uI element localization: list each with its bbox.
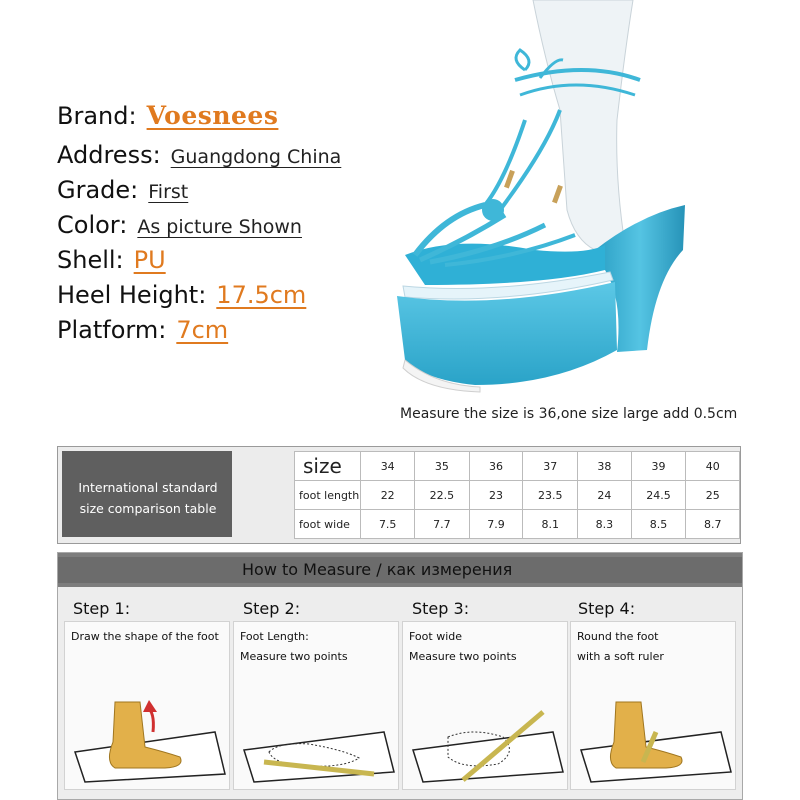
table-cell: 8.7 — [686, 510, 740, 539]
step-2-text-line1: Foot Length: — [240, 630, 309, 643]
spec-label: Brand: — [57, 102, 137, 130]
color-value: As picture Shown — [137, 216, 302, 238]
size-grid — [294, 451, 740, 539]
howto-title: How to Measure / как измерения — [242, 560, 513, 579]
ruler-icon — [403, 672, 567, 789]
table-cell: 23 — [469, 481, 522, 510]
step-1-card — [64, 621, 230, 790]
table-cell: 8.3 — [578, 510, 631, 539]
spec-label: Shell: — [57, 246, 124, 274]
spec-heel-height — [57, 281, 306, 309]
table-cell: 7.9 — [469, 510, 522, 539]
table-cell: 24 — [578, 481, 631, 510]
row-header: size — [295, 452, 361, 481]
table-row — [295, 481, 740, 510]
how-to-measure-panel — [57, 552, 743, 800]
address-value: Guangdong China — [170, 146, 342, 168]
size-table-caption — [68, 477, 228, 519]
step-3-text-line1: Foot wide — [409, 630, 463, 643]
table-cell: 35 — [414, 452, 469, 481]
size-table-caption-line2: size comparison table — [79, 501, 217, 516]
sandal-product-image — [385, 0, 800, 400]
table-cell: 39 — [631, 452, 686, 481]
table-cell: 8.5 — [631, 510, 686, 539]
step-3-text-line2: Measure two points — [409, 650, 517, 663]
spec-grade — [57, 176, 188, 204]
brand-value: Voesnees — [146, 101, 279, 130]
spec-label: Heel Height: — [57, 281, 207, 309]
step-4-text-line2: with a soft ruler — [577, 650, 664, 663]
step-4-card — [570, 621, 736, 790]
spec-label: Color: — [57, 211, 128, 239]
table-cell: 38 — [578, 452, 631, 481]
step-2-card — [233, 621, 399, 790]
spec-shell — [57, 246, 166, 274]
spec-color — [57, 211, 302, 239]
step-3-title: Step 3: — [412, 599, 470, 618]
shell-value: PU — [133, 246, 166, 274]
table-cell: 25 — [686, 481, 740, 510]
table-row — [295, 510, 740, 539]
table-cell: 7.7 — [414, 510, 469, 539]
spec-platform — [57, 316, 228, 344]
step-2-title: Step 2: — [243, 599, 301, 618]
grade-value: First — [148, 181, 189, 203]
spec-label: Platform: — [57, 316, 167, 344]
table-cell: 22 — [361, 481, 414, 510]
table-cell: 37 — [523, 452, 578, 481]
row-header: foot length — [295, 481, 361, 510]
platform-value: 7cm — [176, 316, 229, 344]
table-row — [295, 452, 740, 481]
row-header: foot wide — [295, 510, 361, 539]
size-comparison-table — [57, 446, 741, 544]
measure-note: Measure the size is 36,one size large add 0.5cm — [400, 406, 738, 422]
foot-outline-icon — [571, 672, 735, 789]
spec-brand — [57, 101, 278, 130]
step-3-card — [402, 621, 568, 790]
heel-height-value: 17.5cm — [216, 281, 307, 309]
spec-label: Grade: — [57, 176, 139, 204]
table-cell: 40 — [686, 452, 740, 481]
step-4-title: Step 4: — [578, 599, 636, 618]
step-1-text: Draw the shape of the foot — [71, 630, 219, 643]
table-cell: 34 — [361, 452, 414, 481]
size-table-caption-line1: International standard — [78, 480, 218, 495]
step-1-title: Step 1: — [73, 599, 131, 618]
table-cell: 8.1 — [523, 510, 578, 539]
spec-label: Address: — [57, 141, 161, 169]
table-cell: 23.5 — [523, 481, 578, 510]
table-cell: 36 — [469, 452, 522, 481]
step-2-text-line2: Measure two points — [240, 650, 348, 663]
spec-address — [57, 141, 341, 169]
table-cell: 24.5 — [631, 481, 686, 510]
step-4-text-line1: Round the foot — [577, 630, 659, 643]
ruler-icon — [234, 672, 398, 789]
table-cell: 7.5 — [361, 510, 414, 539]
foot-outline-icon — [65, 672, 229, 789]
table-cell: 22.5 — [414, 481, 469, 510]
